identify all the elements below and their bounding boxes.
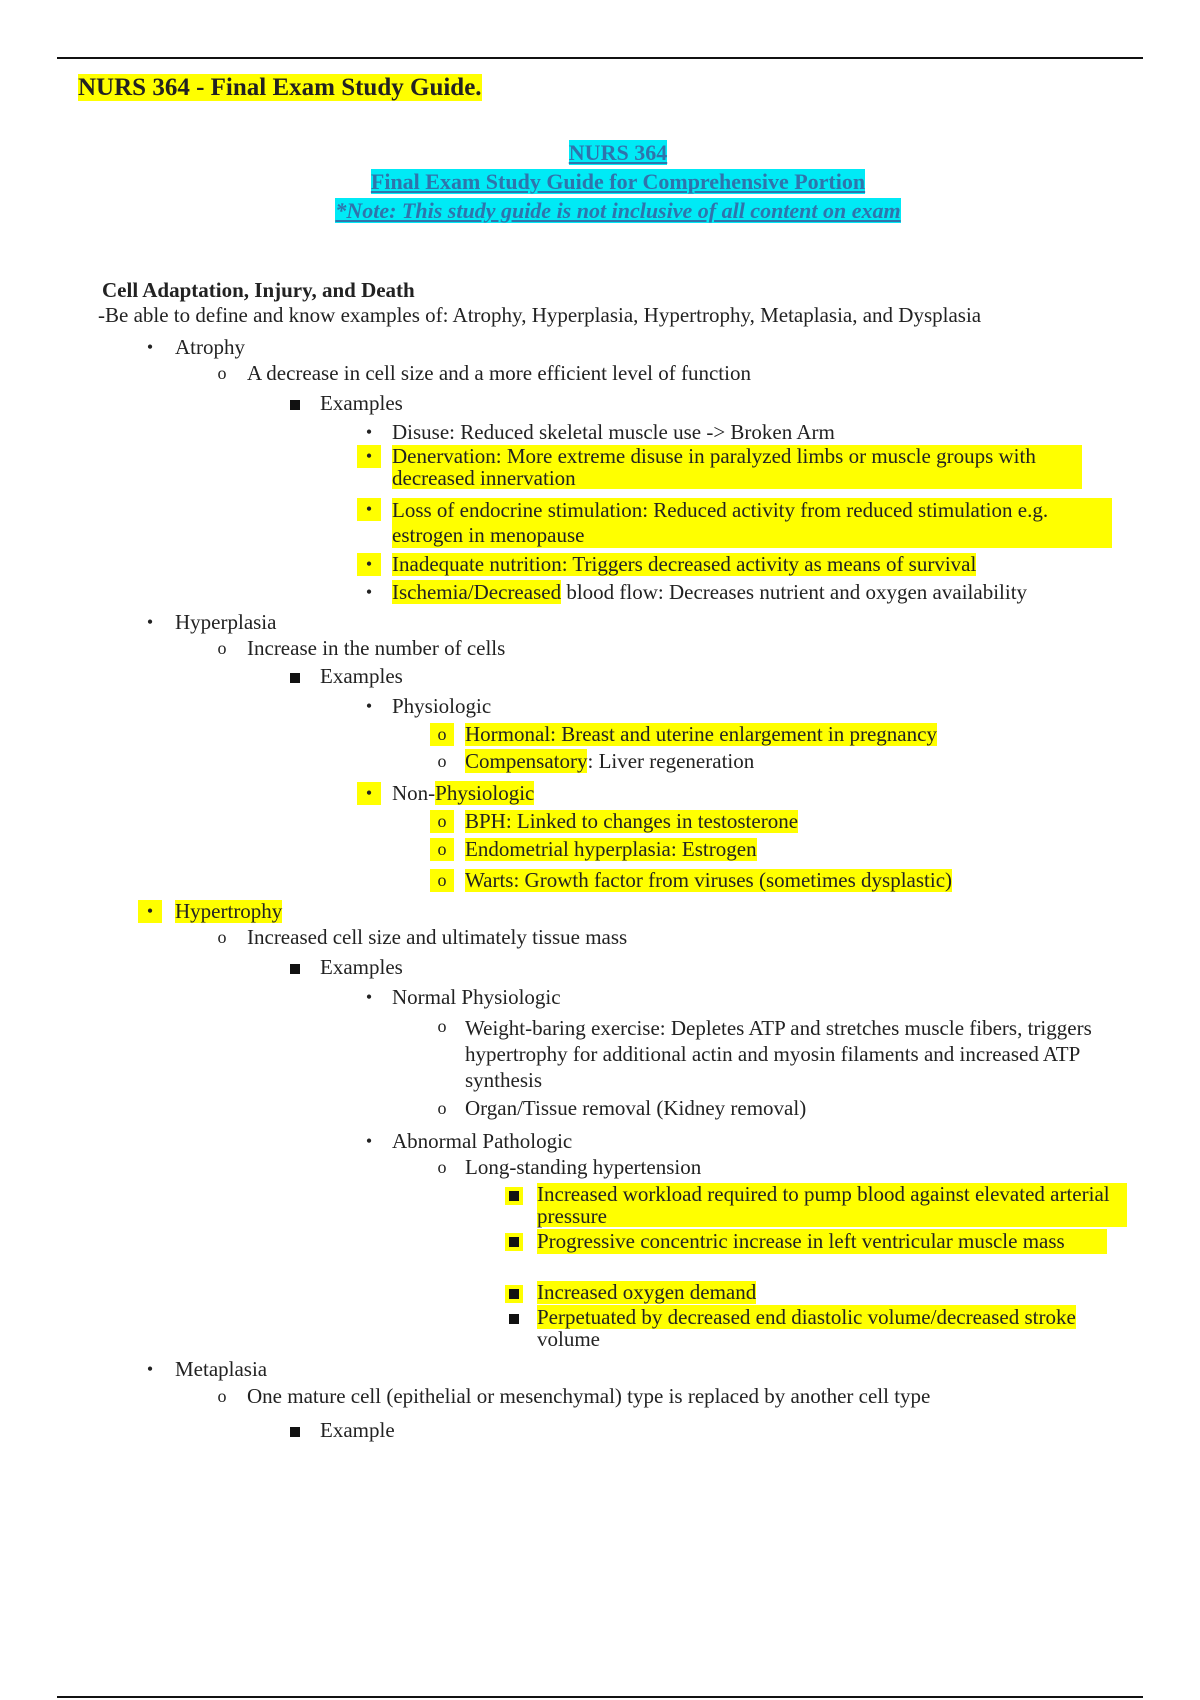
bullet-square-icon <box>283 1419 307 1442</box>
bullet-square-icon <box>502 1229 526 1252</box>
list-item-examples: Examples <box>320 392 403 415</box>
list-item-hypertrophy-def: o Increased cell size and ultimately tissue mass <box>247 926 627 949</box>
bullet-circle-icon: o <box>217 638 227 658</box>
bullet-dot-icon: • <box>146 337 154 357</box>
list-item-nutrition: • Inadequate nutrition: Triggers decreased activity as means of survival <box>392 553 976 576</box>
section-intro: -Be able to define and know examples of: Atrophy, Hyperplasia, Hypertrophy, Metaplasia, and Dysplasia <box>98 303 982 327</box>
list-item-concentric: Progressive concentric increase in left ventricular muscle mass <box>537 1229 1107 1254</box>
bullet-circle-icon: o <box>430 723 454 746</box>
bullet-dot-icon: • <box>357 498 381 521</box>
list-item-examples: Examples <box>320 665 403 688</box>
guide-subtitle: Final Exam Study Guide for Comprehensive Portion <box>370 169 866 194</box>
list-item-warts: o Warts: Growth factor from viruses (sometimes dysplastic) <box>465 869 952 892</box>
note-line: *Note: This study guide is not inclusive of all content on exam <box>335 198 901 223</box>
document-title: NURS 364 - Final Exam Study Guide. <box>78 74 482 101</box>
bullet-dot-icon: • <box>138 900 162 923</box>
bullet-circle-icon: o <box>217 363 227 383</box>
bullet-circle-icon: o <box>430 810 454 833</box>
list-item-abnormal-pathologic: • Abnormal Pathologic <box>392 1130 572 1153</box>
list-item-hypertension: o Long-standing hypertension <box>465 1156 701 1179</box>
list-item-disuse: • Disuse: Reduced skeletal muscle use -> Broken Arm <box>392 421 835 444</box>
section-heading: Cell Adaptation, Injury, and Death <box>102 278 415 302</box>
list-item-examples: Examples <box>320 956 403 979</box>
bullet-dot-icon: • <box>357 782 381 805</box>
list-item-oxygen-demand: Increased oxygen demand <box>537 1281 756 1304</box>
list-item-ischemia: • Ischemia/Decreased blood flow: Decreases nutrient and oxygen availability <box>392 581 1027 604</box>
bullet-circle-icon: o <box>217 1386 227 1406</box>
list-item-endometrial: o Endometrial hyperplasia: Estrogen <box>465 838 757 861</box>
bullet-dot-icon: • <box>365 582 373 602</box>
bullet-circle-icon: o <box>430 838 454 861</box>
bullet-square-icon <box>502 1306 526 1329</box>
bullet-square-icon <box>283 956 307 979</box>
bullet-dot-icon: • <box>365 422 373 442</box>
list-item-organ-removal: o Organ/Tissue removal (Kidney removal) <box>465 1097 806 1120</box>
bullet-dot-icon: • <box>365 696 373 716</box>
list-item-hypertrophy: • Hypertrophy <box>175 900 282 923</box>
bullet-dot-icon: • <box>365 987 373 1007</box>
course-line: NURS 364 <box>568 140 668 165</box>
list-item-metaplasia-def: o One mature cell (epithelial or mesenchymal) type is replaced by another cell type <box>247 1385 930 1408</box>
list-item-compensatory: o Compensatory: Liver regeneration <box>465 750 754 773</box>
list-item-denervation: • Denervation: More extreme disuse in paralyzed limbs or muscle groups with decreased innervation <box>392 445 1082 490</box>
bullet-square-icon <box>502 1281 526 1304</box>
list-item-metaplasia: • Metaplasia <box>175 1358 267 1381</box>
list-item-workload: Increased workload required to pump blood against elevated arterial pressure <box>537 1183 1127 1228</box>
bullet-circle-icon: o <box>437 1157 447 1177</box>
bullet-circle-icon: o <box>437 1016 447 1036</box>
bullet-circle-icon: o <box>437 1098 447 1118</box>
bullet-square-icon <box>283 392 307 415</box>
top-rule <box>57 57 1143 59</box>
bullet-circle-icon: o <box>217 927 227 947</box>
list-item-hyperplasia-def: o Increase in the number of cells <box>247 637 505 660</box>
list-item-normal-physiologic: • Normal Physiologic <box>392 986 561 1009</box>
bullet-dot-icon: • <box>357 445 381 468</box>
list-item-atrophy: • Atrophy <box>175 336 245 359</box>
list-item-weight-bearing: o Weight-baring exercise: Depletes ATP and stretches muscle fibers, triggers hypertrophy for additional actin and myosin filaments and increased ATP synthesis <box>465 1015 1115 1093</box>
bullet-circle-icon: o <box>430 869 454 892</box>
list-item-atrophy-def: o A decrease in cell size and a more efficient level of function <box>247 362 751 385</box>
list-item-example: Example <box>320 1419 395 1442</box>
bullet-square-icon <box>502 1183 526 1206</box>
bullet-dot-icon: • <box>357 553 381 576</box>
list-item-bph: o BPH: Linked to changes in testosterone <box>465 810 798 833</box>
bullet-dot-icon: • <box>146 612 154 632</box>
bullet-square-icon <box>283 665 307 688</box>
list-item-physiologic: • Physiologic <box>392 695 491 718</box>
bullet-circle-icon: o <box>437 751 447 771</box>
list-item-endocrine: • Loss of endocrine stimulation: Reduced activity from reduced stimulation e.g. estrogen in menopause <box>392 498 1112 548</box>
list-item-hormonal: o Hormonal: Breast and uterine enlargement in pregnancy <box>465 723 937 746</box>
bottom-rule <box>57 1696 1143 1698</box>
header-block <box>0 138 1200 225</box>
list-item-perpetuated: Perpetuated by decreased end diastolic volume/decreased stroke volume <box>537 1306 1107 1351</box>
list-item-non-physiologic: • Non-Physiologic <box>392 782 534 805</box>
bullet-dot-icon: • <box>365 1131 373 1151</box>
bullet-dot-icon: • <box>146 1359 154 1379</box>
list-item-hyperplasia: • Hyperplasia <box>175 611 276 634</box>
